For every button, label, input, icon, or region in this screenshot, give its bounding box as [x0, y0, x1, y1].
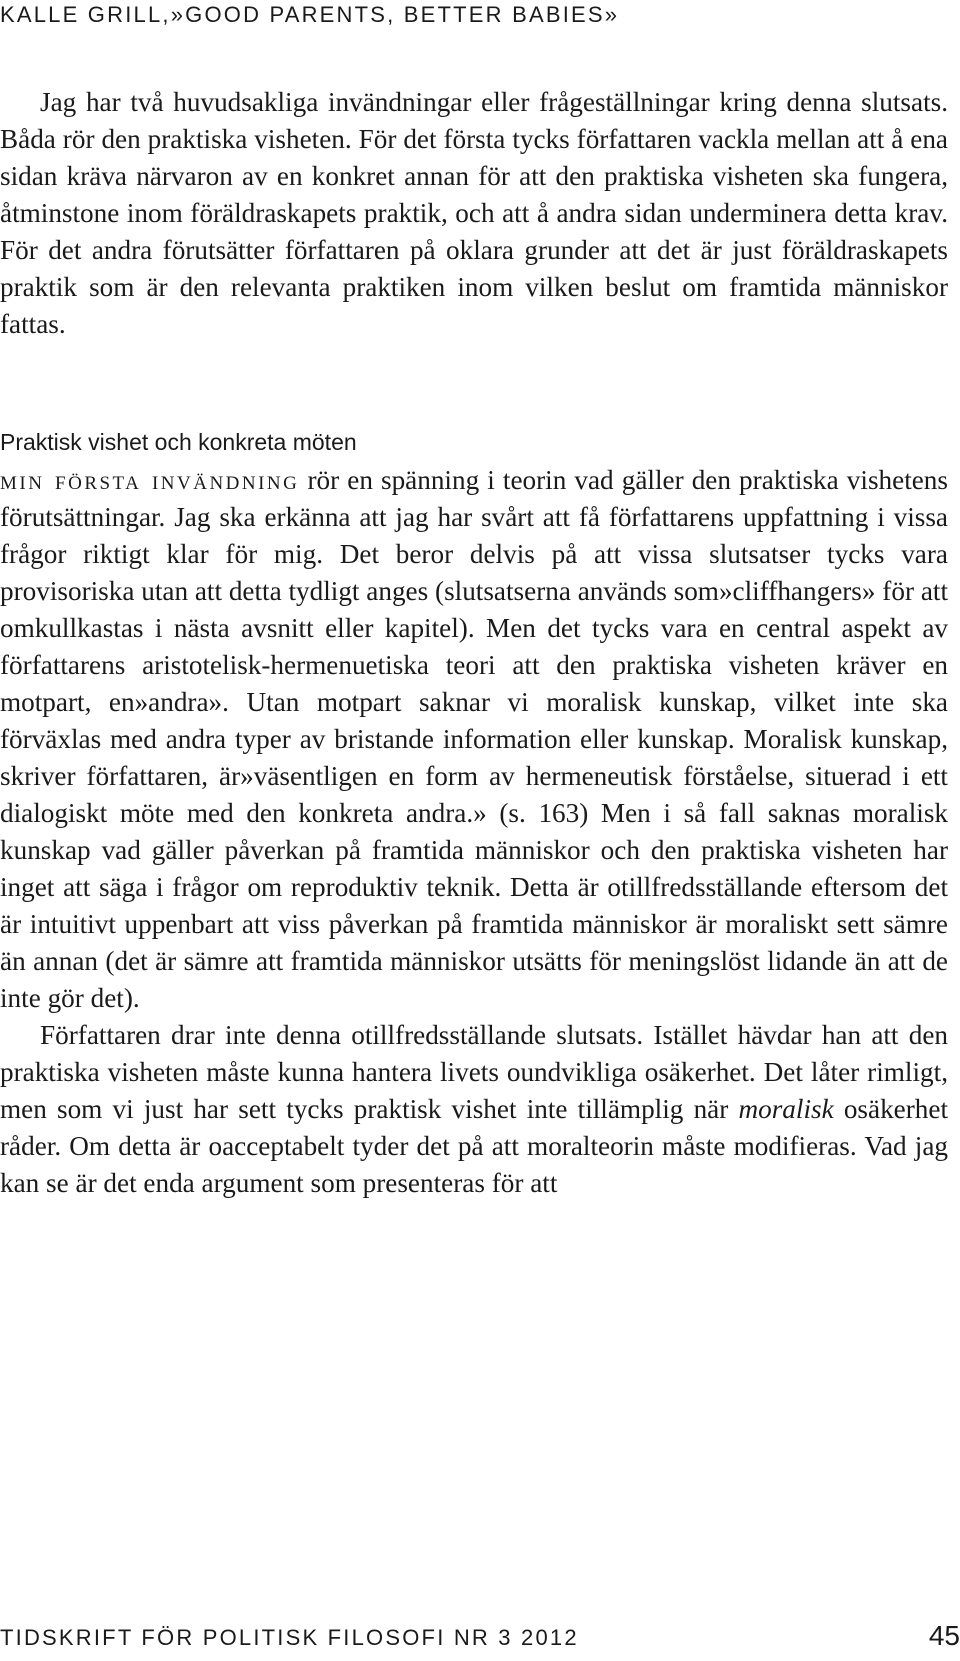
paragraph-3-before: Författaren drar inte denna otillfredsställande slutsats. Istället hävdar han att den praktiska visheten måste kunna hantera livets oundvikliga osäkerhet. Det låter rimligt, men som vi just har sett tycks praktisk vishet inte tillämplig när — [0, 1020, 948, 1124]
paragraph-3-emphasis: moralisk — [738, 1094, 834, 1124]
paragraph-3-after: osäkerhet råder. Om detta är oacceptabelt tyder det på att moralteorin måste modifieras. Vad jag kan se är det enda argument som presenteras för att — [0, 1094, 949, 1198]
running-footer: TIDSKRIFT FÖR POLITISK FILOSOFI NR 3 2012 — [0, 1625, 579, 1650]
paragraph-2-text: rör en spänning i teorin vad gäller den praktiska vishetens förutsättningar. Jag ska erkänna att jag har svårt att få författarens uppfattning i vissa frågor riktigt klar för mig. Det beror delvis på att vissa slutsatser tycks vara provisoriska utan att detta tydligt anges (slutsatserna används som»cliffhangers» för att omkullkastas i nästa avsnitt eller kapitel). Men det tycks vara en central aspekt av författarens aristotelisk-hermenuetiska teori att den praktiska visheten kräver en motpart, en»andra». Utan motpart saknar vi moralisk kunskap, vilket inte ska förväxlas med andra typer av bristande information eller kunskap. Moralisk kunskap, skriver författaren, är»väsentligen en form av hermeneutisk förståelse, situerad i ett dialogiskt möte med den konkreta andra.» (s. 163) Men i så fall saknas moralisk kunskap vad gäller påverkan på framtida människor och den praktiska visheten har inget att säga i frågor om reproduktiv teknik. Detta är otillfredsställande eftersom det är intuitivt uppenbart att viss påverkan på framtida människor är moraliskt sett sämre än annan (det är sämre att framtida människor utsätts för meningslöst lidande än att de inte gör det). — [0, 465, 948, 1013]
paragraph-2 — [0, 462, 948, 1017]
section-heading: Praktisk vishet och konkreta möten — [0, 429, 357, 455]
body-text-main — [0, 462, 948, 1202]
body-text-top — [0, 84, 948, 343]
page-number: 45 — [928, 1620, 960, 1651]
paragraph-1: Jag har två huvudsakliga invändningar eller frågeställningar kring denna slutsats. Båda rör den praktiska visheten. För det första tycks författaren vackla mellan att å ena sidan kräva närvaron av en konkret annan för att den praktiska visheten ska fungera, åtminstone inom föräldraskapets praktik, och att å andra sidan underminera detta krav. För det andra förutsätter författaren på oklara grunder att det är just föräldraskapets praktik som är den relevanta praktiken inom vilken beslut om framtida människor fattas. — [0, 87, 948, 339]
paragraph-3 — [0, 1017, 948, 1202]
paragraph-2-lead: min första invändning — [0, 465, 300, 495]
running-header: KALLE GRILL,»GOOD PARENTS, BETTER BABIES» — [0, 2, 620, 27]
